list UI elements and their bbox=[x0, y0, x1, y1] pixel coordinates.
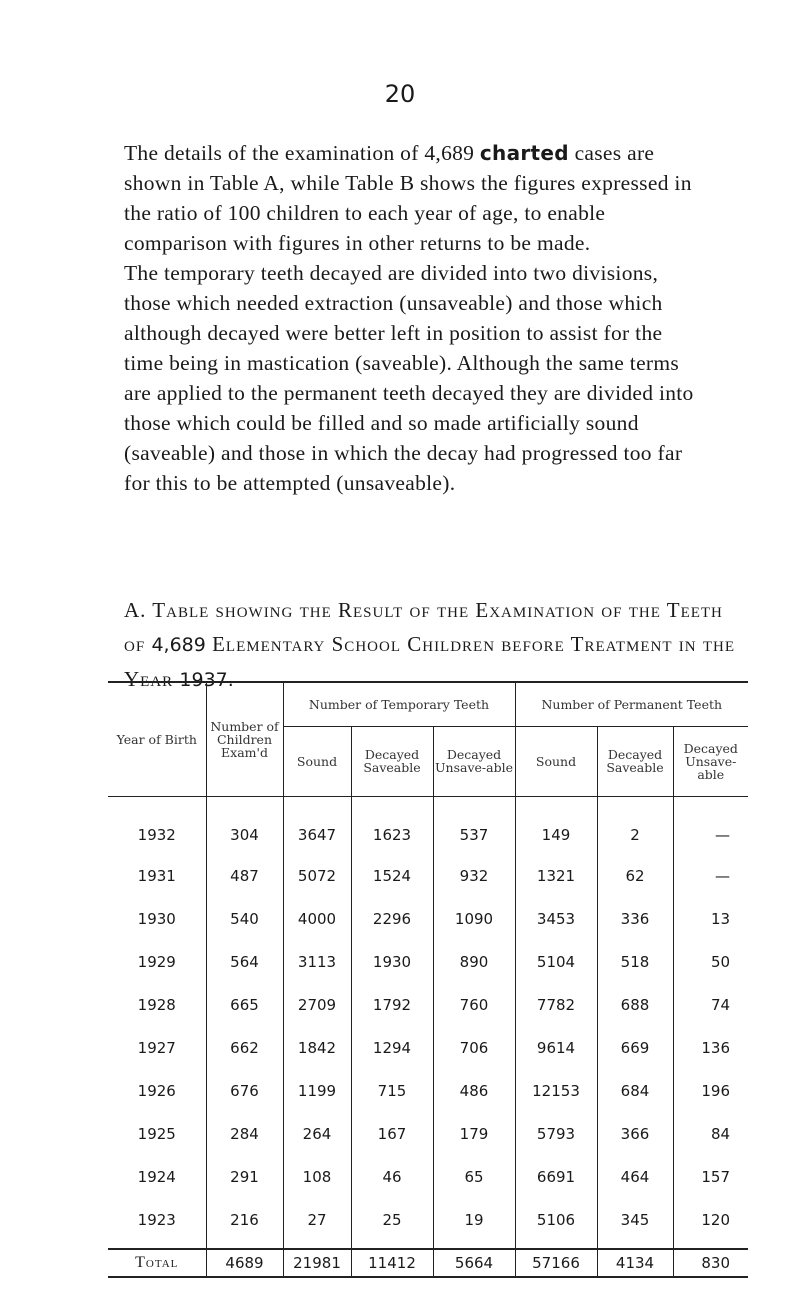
cell-children: 676 bbox=[206, 1070, 283, 1113]
cell-children: 665 bbox=[206, 984, 283, 1027]
cell-children: 291 bbox=[206, 1156, 283, 1199]
intro-paragraph bbox=[124, 138, 704, 258]
intro-text-end: cases are shown in Table A, while Table B shows the figures expressed in the ratio of 100 children to each year of age, to enable comparison with figures in other returns to be made. bbox=[124, 141, 692, 255]
cell-permanent-unsaveable: 74 bbox=[673, 984, 748, 1027]
header-temporary-decayed-saveable: Decayed Saveable bbox=[351, 726, 433, 796]
total-permanent-sound: 57166 bbox=[515, 1249, 597, 1277]
cell-permanent-sound: 1321 bbox=[515, 855, 597, 898]
cell-permanent-saveable: 62 bbox=[597, 855, 673, 898]
cell-permanent-sound: 6691 bbox=[515, 1156, 597, 1199]
header-year-of-birth: Year of Birth bbox=[108, 682, 206, 796]
cell-temporary-saveable: 167 bbox=[351, 1113, 433, 1156]
total-temporary-saveable: 11412 bbox=[351, 1249, 433, 1277]
cell-temporary-saveable: 46 bbox=[351, 1156, 433, 1199]
intro-bold-word: charted bbox=[479, 141, 569, 165]
cell-children: 304 bbox=[206, 796, 283, 855]
cell-permanent-unsaveable: — bbox=[673, 855, 748, 898]
cell-permanent-saveable: 669 bbox=[597, 1027, 673, 1070]
cell-permanent-unsaveable: 196 bbox=[673, 1070, 748, 1113]
cell-year: 1929 bbox=[137, 953, 176, 971]
header-permanent-teeth: Number of Permanent Teeth bbox=[515, 682, 748, 726]
table-row bbox=[108, 984, 748, 1027]
table-row bbox=[108, 898, 748, 941]
cell-year: 1932 bbox=[137, 825, 176, 844]
cell-permanent-unsaveable: 50 bbox=[673, 941, 748, 984]
table-row bbox=[108, 1156, 748, 1199]
cell-permanent-saveable: 684 bbox=[597, 1070, 673, 1113]
cell-children: 540 bbox=[206, 898, 283, 941]
cell-temporary-unsaveable: 932 bbox=[433, 855, 515, 898]
total-label: Total bbox=[108, 1249, 206, 1277]
cell-permanent-saveable: 518 bbox=[597, 941, 673, 984]
intro-text-start: The details of the examination of 4,689 bbox=[124, 141, 480, 165]
cell-temporary-sound: 2709 bbox=[283, 984, 351, 1027]
cell-temporary-sound: 108 bbox=[283, 1156, 351, 1199]
cell-children: 216 bbox=[206, 1199, 283, 1249]
total-children: 4689 bbox=[206, 1249, 283, 1277]
header-temporary-teeth: Number of Temporary Teeth bbox=[283, 682, 515, 726]
cell-permanent-sound: 9614 bbox=[515, 1027, 597, 1070]
examination-results-table bbox=[108, 681, 748, 1278]
cell-permanent-saveable: 464 bbox=[597, 1156, 673, 1199]
cell-temporary-unsaveable: 179 bbox=[433, 1113, 515, 1156]
header-permanent-decayed-unsaveable: Decayed Unsave-able bbox=[673, 726, 748, 796]
table-row bbox=[108, 1113, 748, 1156]
cell-children: 662 bbox=[206, 1027, 283, 1070]
cell-year: 1925 bbox=[137, 1125, 176, 1143]
cell-year: 1926 bbox=[137, 1082, 176, 1100]
cell-year: 1924 bbox=[137, 1168, 176, 1186]
cell-year: 1928 bbox=[137, 996, 176, 1014]
heading-text-start: A. Table showing the Result of the Examination of the Teeth of bbox=[124, 598, 723, 656]
header-permanent-decayed-saveable: Decayed Saveable bbox=[597, 726, 673, 796]
table-row bbox=[108, 941, 748, 984]
header-permanent-sound: Sound bbox=[515, 726, 597, 796]
cell-temporary-saveable: 1792 bbox=[351, 984, 433, 1027]
table-row bbox=[108, 796, 748, 855]
cell-permanent-sound: 5793 bbox=[515, 1113, 597, 1156]
header-children-examined: Number of Children Exam'd bbox=[206, 682, 283, 796]
cell-temporary-sound: 4000 bbox=[283, 898, 351, 941]
cell-permanent-sound: 5104 bbox=[515, 941, 597, 984]
cell-temporary-sound: 5072 bbox=[283, 855, 351, 898]
cell-temporary-saveable: 1930 bbox=[351, 941, 433, 984]
cell-permanent-saveable: 345 bbox=[597, 1199, 673, 1249]
cell-permanent-unsaveable: 136 bbox=[673, 1027, 748, 1070]
cell-temporary-unsaveable: 760 bbox=[433, 984, 515, 1027]
cell-temporary-unsaveable: 706 bbox=[433, 1027, 515, 1070]
heading-year: 1937. bbox=[179, 669, 234, 691]
cell-children: 284 bbox=[206, 1113, 283, 1156]
cell-temporary-sound: 3113 bbox=[283, 941, 351, 984]
cell-permanent-sound: 5106 bbox=[515, 1199, 597, 1249]
cell-temporary-saveable: 1294 bbox=[351, 1027, 433, 1070]
cell-year: 1927 bbox=[137, 1039, 176, 1057]
cell-temporary-sound: 1842 bbox=[283, 1027, 351, 1070]
cell-permanent-unsaveable: 84 bbox=[673, 1113, 748, 1156]
header-temporary-sound: Sound bbox=[283, 726, 351, 796]
cell-temporary-sound: 27 bbox=[283, 1199, 351, 1249]
cell-year: 1923 bbox=[137, 1211, 176, 1229]
cell-children: 564 bbox=[206, 941, 283, 984]
table-row bbox=[108, 855, 748, 898]
teeth-divisions-paragraph: The temporary teeth decayed are divided into two divisions, those which needed extraction (unsaveable) and those which although decayed were better left in position to assist for the time being in mastication (saveable). Although the same terms are applied to the permanent teeth decayed they are divided into those which could be filled and so made artificially sound (saveable) and those in which the decay had progressed too far for this to be attempted (unsaveable). bbox=[124, 261, 694, 495]
cell-temporary-sound: 3647 bbox=[283, 796, 351, 855]
cell-temporary-sound: 1199 bbox=[283, 1070, 351, 1113]
total-row bbox=[108, 1249, 748, 1277]
total-temporary-sound: 21981 bbox=[283, 1249, 351, 1277]
cell-year: 1931 bbox=[137, 867, 176, 885]
cell-permanent-sound: 149 bbox=[515, 796, 597, 855]
cell-permanent-saveable: 366 bbox=[597, 1113, 673, 1156]
cell-permanent-saveable: 2 bbox=[597, 796, 673, 855]
cell-temporary-saveable: 715 bbox=[351, 1070, 433, 1113]
cell-children: 487 bbox=[206, 855, 283, 898]
cell-permanent-unsaveable: 13 bbox=[673, 898, 748, 941]
cell-temporary-saveable: 25 bbox=[351, 1199, 433, 1249]
cell-permanent-sound: 12153 bbox=[515, 1070, 597, 1113]
cell-temporary-saveable: 2296 bbox=[351, 898, 433, 941]
cell-permanent-unsaveable: 120 bbox=[673, 1199, 748, 1249]
heading-text-mid: Elementary School Children before Treatment in the Year bbox=[124, 632, 735, 691]
cell-temporary-saveable: 1524 bbox=[351, 855, 433, 898]
cell-year: 1930 bbox=[137, 910, 176, 928]
cell-temporary-unsaveable: 65 bbox=[433, 1156, 515, 1199]
cell-permanent-sound: 3453 bbox=[515, 898, 597, 941]
cell-permanent-unsaveable: 157 bbox=[673, 1156, 748, 1199]
cell-permanent-sound: 7782 bbox=[515, 984, 597, 1027]
total-permanent-saveable: 4134 bbox=[597, 1249, 673, 1277]
page-number: 20 bbox=[384, 80, 416, 108]
total-permanent-unsaveable: 830 bbox=[673, 1249, 748, 1277]
cell-temporary-sound: 264 bbox=[283, 1113, 351, 1156]
cell-permanent-saveable: 688 bbox=[597, 984, 673, 1027]
header-temporary-decayed-unsaveable: Decayed Unsave-able bbox=[433, 726, 515, 796]
heading-number: 4,689 bbox=[151, 634, 206, 656]
cell-temporary-unsaveable: 19 bbox=[433, 1199, 515, 1249]
cell-temporary-unsaveable: 1090 bbox=[433, 898, 515, 941]
cell-permanent-saveable: 336 bbox=[597, 898, 673, 941]
cell-permanent-unsaveable: — bbox=[673, 796, 748, 855]
table-row bbox=[108, 1199, 748, 1249]
cell-temporary-unsaveable: 537 bbox=[433, 796, 515, 855]
total-temporary-unsaveable: 5664 bbox=[433, 1249, 515, 1277]
cell-temporary-unsaveable: 486 bbox=[433, 1070, 515, 1113]
table-row bbox=[108, 1027, 748, 1070]
cell-temporary-saveable: 1623 bbox=[351, 796, 433, 855]
cell-temporary-unsaveable: 890 bbox=[433, 941, 515, 984]
table-row bbox=[108, 1070, 748, 1113]
